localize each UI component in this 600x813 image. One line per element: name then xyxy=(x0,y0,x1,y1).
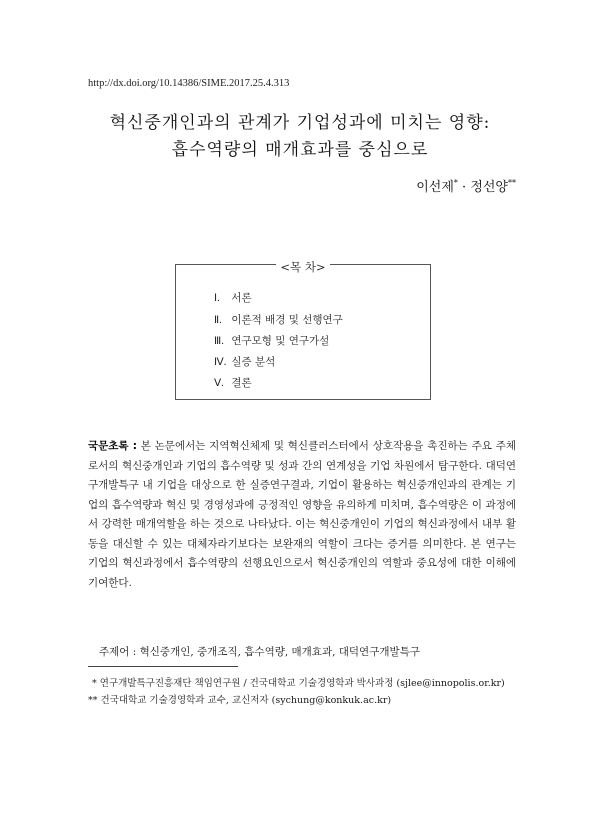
footnote-1: * 연구개발특구진흥재단 책임연구원 / 건국대학교 기술경영학과 박사과정 (sjlee@innopolis.or.kr) xyxy=(92,678,505,689)
toc-heading-wrap xyxy=(176,256,430,275)
korean-abstract xyxy=(88,437,516,593)
doi-link[interactable]: http://dx.doi.org/10.14386/SIME.2017.25.4.313 xyxy=(88,78,290,89)
toc-item-number: Ⅱ. xyxy=(214,315,222,326)
paper-title-line-2: 흡수역량의 매개효과를 중심으로 xyxy=(171,140,429,160)
toc-item xyxy=(214,354,275,369)
author-mark-1: * xyxy=(453,178,458,188)
toc-item-label: 연구모형 및 연구가설 xyxy=(231,335,330,347)
toc-item xyxy=(214,290,252,305)
toc-item-label: 이론적 배경 및 선행연구 xyxy=(231,314,343,326)
author-name-2: 정선양 xyxy=(470,180,508,195)
author-mark-2: ** xyxy=(508,178,516,188)
toc-heading: <목 차> xyxy=(276,260,329,274)
table-of-contents xyxy=(175,260,431,400)
abstract-text: 본 논문에서는 지역혁신체제 및 혁신클러스터에서 상호작용을 촉진하는 주요 주체로서의 혁신중개인과 기업의 흡수역량 및 성과 간의 연계성을 기업 차원에서 탐구한다. 대덕연구개발특구 내 기업을 대상으로 한 실증연구결과, 기업이 활용하는 혁신중개인과의 관계는 기업의 흡수역량과 혁신 및 경영성과에 긍정적인 영향을 유의하게 미치며, 흡수역량은 이 과정에서 강력한 매개역할을 하는 것으로 나타났다. 이는 혁신중개인이 기업의 혁신과정에서 내부 활동을 대신할 수 있는 대체자라기보다는 보완재의 역할이 크다는 증거를 의미한다. 본 연구는 기업의 혁신과정에서 흡수역량의 선행요인으로서 혁신중개인의 역할과 중요성에 대한 이해에 기여한다. xyxy=(88,440,517,589)
footnote-divider xyxy=(88,666,238,667)
toc-item xyxy=(214,333,329,348)
paper-title-line-1: 혁신중개인과의 관계가 기업성과에 미치는 영향: xyxy=(109,113,491,133)
author-separator: · xyxy=(457,180,471,195)
toc-item xyxy=(214,312,343,327)
toc-item-label: 결론 xyxy=(231,377,252,389)
toc-item-number: Ⅴ. xyxy=(214,378,224,389)
toc-item-label: 서론 xyxy=(231,292,252,304)
author-line xyxy=(416,176,516,195)
abstract-label: 국문초록 : xyxy=(88,440,137,452)
keywords: 주제어 : 혁신중개인, 중개조직, 흡수역량, 매개효과, 대덕연구개발특구 xyxy=(99,646,420,658)
toc-item xyxy=(214,375,252,390)
author-name-1: 이선제 xyxy=(416,180,454,195)
toc-item-label: 실증 분석 xyxy=(231,356,276,368)
footnote-2: ** 건국대학교 기술경영학과 교수, 교신저자 (sychung@konkuk.ac.kr) xyxy=(88,695,392,706)
toc-item-number: Ⅰ. xyxy=(214,293,220,304)
toc-item-number: Ⅲ. xyxy=(214,336,224,347)
toc-item-number: Ⅳ. xyxy=(214,357,227,368)
